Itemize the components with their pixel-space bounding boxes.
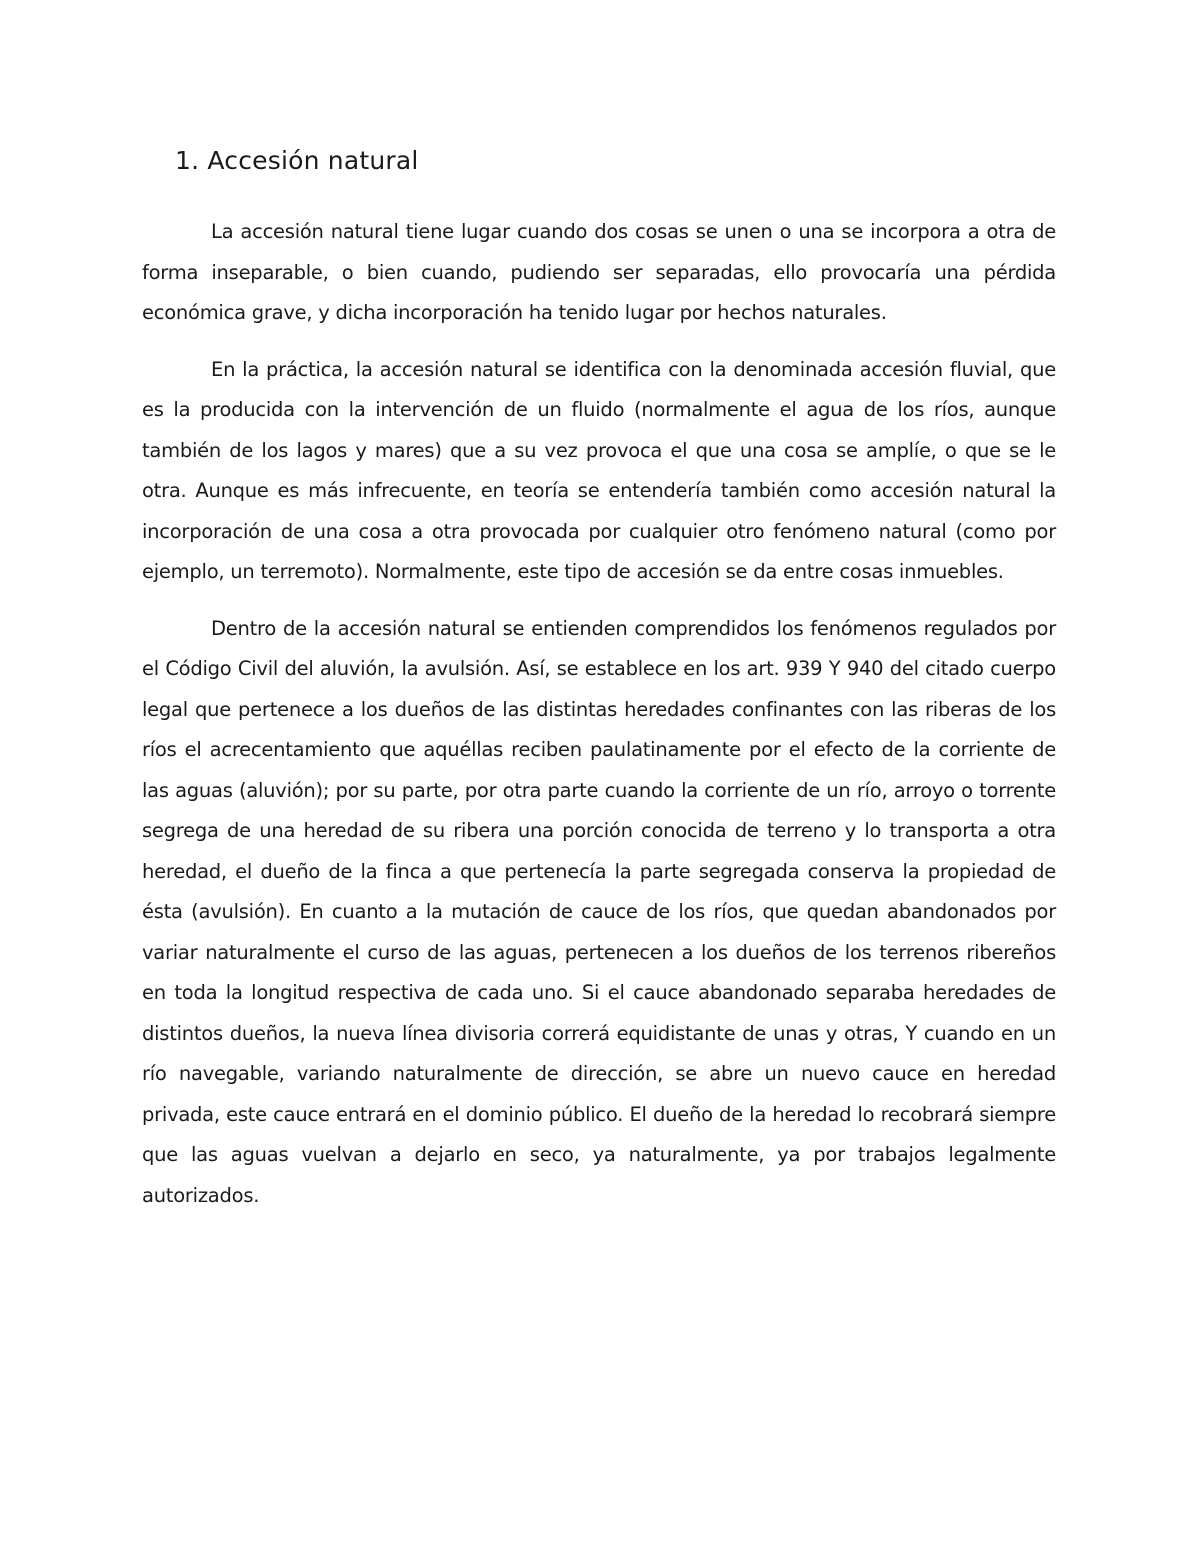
section-heading: 1. Accesión natural — [175, 146, 419, 175]
paragraph-aluvion-avulsion: Dentro de la accesión natural se entienden comprendidos los fenómenos regulados por el Código Civil del aluvión, la avulsión. Así, se establece en los art. 939 Y 940 del citado cuerpo legal que pertenece a los dueños de las distintas heredades confinantes con las riberas de los ríos el acrecentamiento que aquéllas reciben paulatinamente por el efecto de la corriente de las aguas (aluvión); por su parte, por otra parte cuando la corriente de un río, arroyo o torrente segrega de una heredad de su ribera una porción conocida de terreno y lo transporta a otra heredad, el dueño de la finca a que pertenecía la parte segregada conserva la propiedad de ésta (avulsión). En cuanto a la mutación de cauce de los ríos, que quedan abandonados por variar naturalmente el curso de las aguas, pertenecen a los dueños de los terrenos ribereños en toda la longitud respectiva de cada uno. Si el cauce abandonado separaba heredades de distintos dueños, la nueva línea divisoria correrá equidistante de unas y otras, Y cuando en un río navegable, variando naturalmente de dirección, se abre un nuevo cauce en heredad privada, este cauce entrará en el dominio público. El dueño de la heredad lo recobrará siempre que las aguas vuelvan a dejarlo en seco, ya naturalmente, ya por trabajos legalmente autorizados. — [142, 616, 1056, 1207]
paragraph-definition: La accesión natural tiene lugar cuando dos cosas se unen o una se incorpora a otra de forma inseparable, o bien cuando, pudiendo ser separadas, ello provocaría una pérdida económica grave, y dicha incorporación ha tenido lugar por hechos naturales. — [142, 220, 1056, 324]
document-body — [142, 138, 1056, 1216]
paragraph-accesion-fluvial: En la práctica, la accesión natural se identifica con la denominada accesión fluvial, que es la producida con la intervención de un fluido (normalmente el agua de los ríos, aunque también de los lagos y mares) que a su vez provoca el que una cosa se amplíe, o que se le otra. Aunque es más infrecuente, en teoría se entendería también como accesión natural la incorporación de una cosa a otra provocada por cualquier otro fenómeno natural (como por ejemplo, un terremoto). Normalmente, este tipo de accesión se da entre cosas inmuebles. — [142, 357, 1056, 583]
